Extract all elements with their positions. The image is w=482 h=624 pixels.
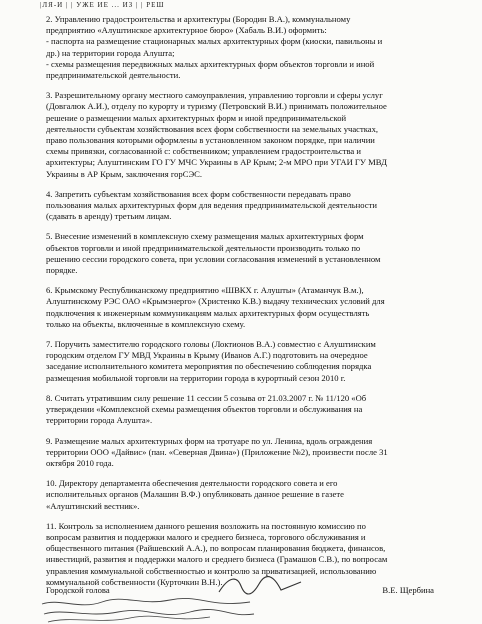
text-line: утверждении «Комплексной схемы размещения объектов торговли и обслуживания на: [46, 404, 363, 415]
text-line: право пользования которыми оформлены в установленном законом порядке, при наличии: [46, 135, 375, 146]
text-line: - паспорта на размещение стационарных малых архитектурных форм (киоски, павильоны и: [46, 36, 383, 47]
text-line: территории города Алушта».: [46, 415, 153, 426]
decision-item: [46, 393, 448, 427]
text-line: предпринимательской деятельности.: [46, 70, 181, 81]
decision-paragraph: [46, 189, 448, 223]
decision-paragraph: [46, 478, 448, 512]
decision-paragraph: [46, 285, 448, 330]
decision-item: [46, 478, 448, 512]
decision-paragraph: [46, 90, 448, 180]
decision-paragraph: [46, 436, 448, 470]
text-line: 5. Внесение изменений в комплексную схему размещения малых архитектурных форм: [46, 231, 364, 242]
text-line: пользования малых архитектурных форм для ведения предпринимательской деятельности: [46, 200, 377, 211]
text-line: 11. Контроль за исполнением данного решения возложить на постоянную комиссию по: [46, 520, 366, 531]
text-line: предприятию «Алуштинское архитектурное бюро» (Хабаль В.И.) оформить:: [46, 25, 327, 36]
text-line: инвестиций, развития и поддержки малого и среднего бизнеса (Грамашов С.В.), по вопросам: [46, 554, 388, 565]
text-line: Украины в АР Крым, заключения горСЭС.: [46, 168, 203, 179]
text-line: Алуштинскому РЭС ОАО «Крымэнерго» (Христенко К.В.) выдачу технических условий для: [46, 296, 385, 307]
text-line: порядке.: [46, 265, 78, 276]
text-line: 4. Запретить субъектам хозяйствования всех форм собственности передавать право: [46, 188, 351, 199]
text-line: территории ООО «Дайвис» (пан. «Северная Двина») (Приложение №2), произвести после 31: [46, 446, 388, 457]
decision-item: [46, 14, 448, 81]
text-line: решение о размещении малых архитектурных форм и иной предпринимательской: [46, 112, 347, 123]
text-line: 8. Считать утратившим силу решение 11 сессии 5 созыва от 21.03.2007 г. № 11/120 «Об: [46, 392, 367, 403]
decision-paragraph: [46, 393, 448, 427]
decision-paragraph: [46, 231, 448, 276]
text-line: (Довгалюк А.И.), отделу по курорту и туризму (Петровский В.И.) принимать положительное: [46, 101, 387, 112]
decision-item: [46, 231, 448, 276]
decision-paragraph: [46, 339, 448, 384]
text-line: коммунальной собственности (Курточкин В.Н.).: [46, 576, 223, 587]
text-line: управления коммунальной собственностью и контролю за приватизацией, использованию: [46, 565, 377, 576]
text-line: др.) на территории города Алушта;: [46, 47, 175, 58]
decision-paragraph: [46, 14, 448, 81]
decision-item: [46, 436, 448, 470]
text-line: схемы привязки, согласованной с: собственником; управлением градостроительства и: [46, 146, 361, 157]
text-line: (сдавать в аренду) третьим лицам.: [46, 211, 172, 222]
text-line: объектов торговли и иной предпринимательской деятельности производить только по: [46, 242, 361, 253]
decision-item: [46, 90, 448, 180]
text-line: 7. Поручить заместителю городского головы (Локтионов В.А.) совместно с Алуштинским: [46, 339, 376, 350]
handwritten-certification: [40, 596, 260, 624]
text-line: 6. Крымскому Республиканскому предприятию «ШВКХ г. Алушты» (Атаманчук В.м.),: [46, 285, 364, 296]
text-line: «Алуштинский вестник».: [46, 500, 140, 511]
signer-name: В.Е. Щербина: [382, 585, 434, 595]
text-line: октября 2010 года.: [46, 457, 114, 468]
header-scrap: |ЛЯ-И | | УЖЕ ИЕ ... ИЗ | | РЕШ: [40, 1, 165, 9]
text-line: деятельности субъектам хозяйствования всех форм собственности на земельных участках,: [46, 123, 379, 134]
decision-item: [46, 339, 448, 384]
text-line: подключения к инженерным коммуникациям малых архитектурных форм осуществлять: [46, 307, 370, 318]
text-line: вопросам развития и поддержки малого и среднего бизнеса, торгового обслуживания и: [46, 531, 366, 542]
text-line: заседание исполнительного комитета мероприятия по обеспечению соблюдения порядка: [46, 361, 372, 372]
text-line: 10. Директору департамента обеспечения деятельности городского совета и его: [46, 478, 338, 489]
text-line: - схемы размещения передвижных малых архитектурных форм объектов торговли и иной: [46, 58, 375, 69]
decision-item: [46, 189, 448, 223]
text-line: 9. Размещение малых архитектурных форм на тротуаре по ул. Ленина, вдоль ограждения: [46, 435, 373, 446]
text-line: архитектуры; Алуштинским ГО ГУ МЧС Украины в АР Крым; 2-м МРО при УГАИ ГУ МВД: [46, 157, 388, 168]
decision-body: [46, 14, 448, 597]
text-line: исполнительных органов (Малашин В.Ф.) опубликовать данное решение в газете: [46, 489, 344, 500]
decision-item: [46, 285, 448, 330]
text-line: городским отделом ГУ МВД Украины в Крыму (Иванов А.Г.) подготовить на очередное: [46, 350, 368, 361]
text-line: 3. Разрешительному органу местного самоуправления, управлению торговли и сферы услуг: [46, 90, 383, 101]
text-line: решению сессии городского совета, при условии согласования изменений в установленном: [46, 253, 381, 264]
text-line: только на объекты, включенные в комплексную схему.: [46, 318, 246, 329]
signer-title: Городской голова: [46, 585, 110, 595]
text-line: общественного питания (Райшевский А.А.), по вопросам планирования бюджета, финансов,: [46, 543, 386, 554]
text-line: размещения мобильной торговли на территории города в курортный сезон 2010 г.: [46, 372, 346, 383]
text-line: 2. Управлению градостроительства и архитектуры (Бородин В.А.), коммунальному: [46, 14, 351, 24]
